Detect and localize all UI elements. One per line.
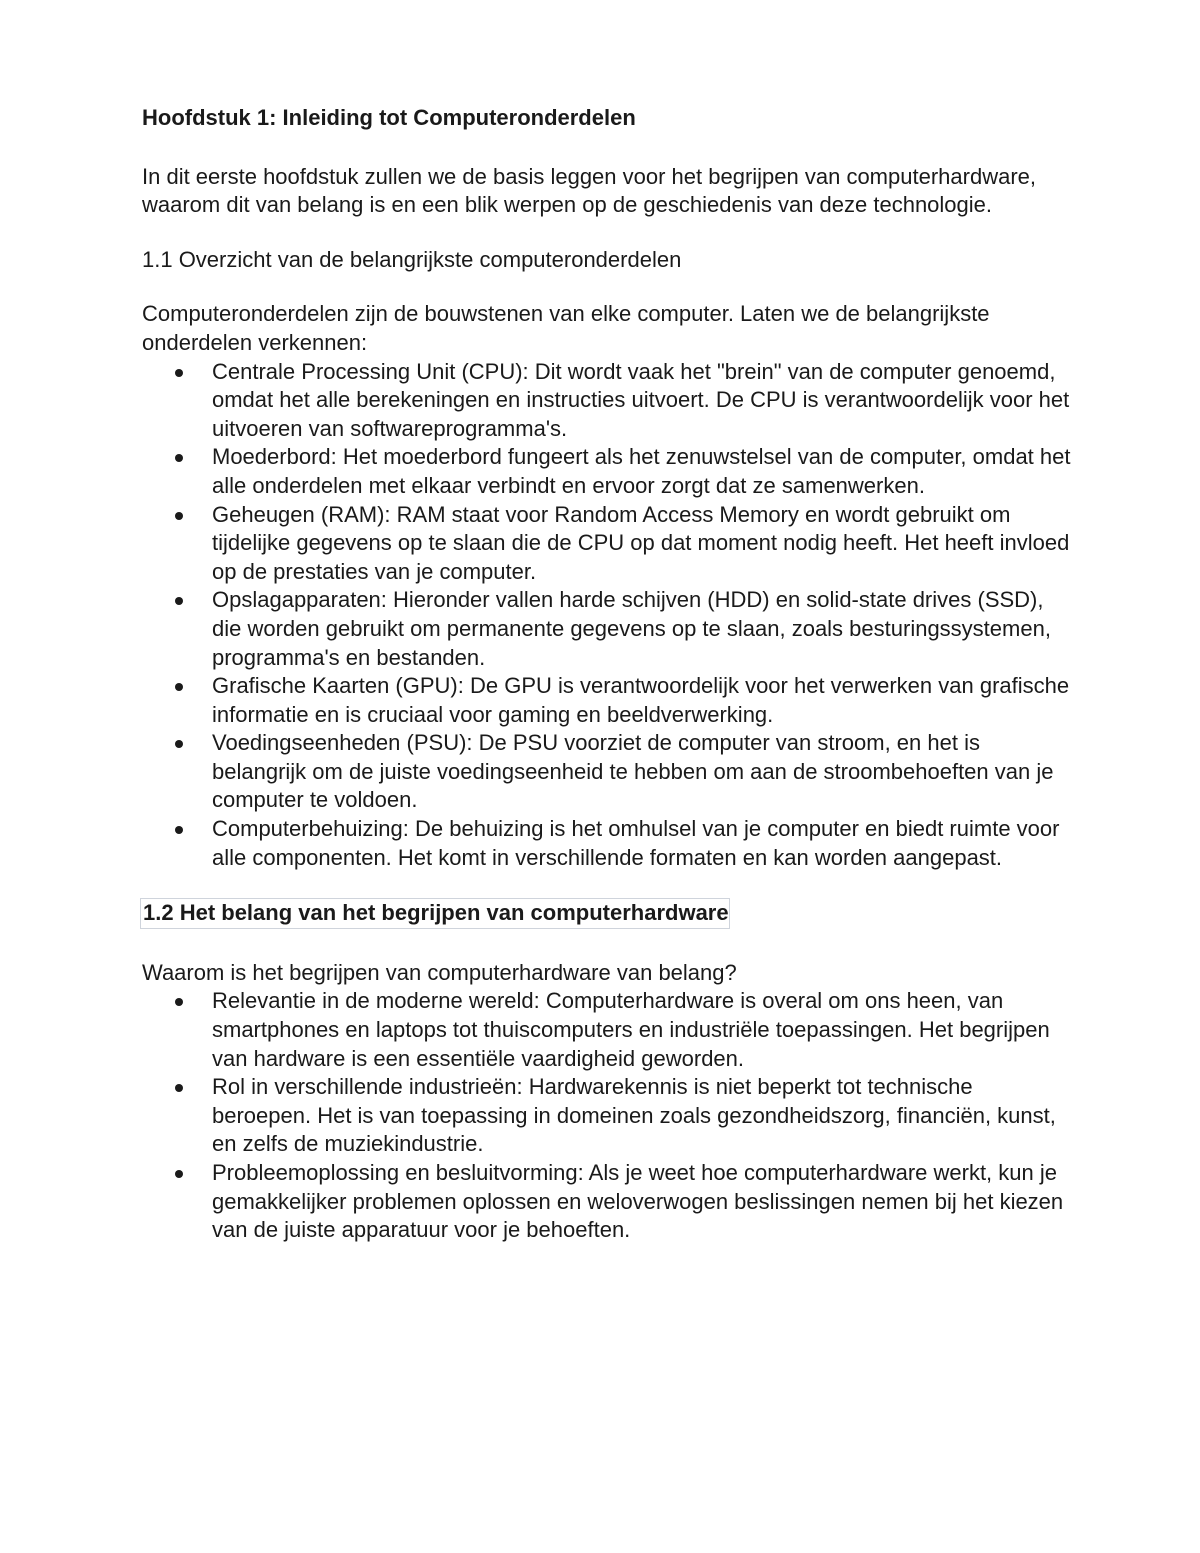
list-item-text: Centrale Processing Unit (CPU): Dit wordt vaak het "brein" van de computer genoemd, omdat het alle berekeningen en instructies uitvoert. De CPU is verantwoordelijk voor het uitvoeren van softwareprogramma's. xyxy=(212,358,1070,441)
list-item-text: Geheugen (RAM): RAM staat voor Random Access Memory en wordt gebruikt om tijdelijke gegevens op te slaan die de CPU op dat moment nodig heeft. Het heeft invloed op de prestaties van je computer. xyxy=(212,501,1070,584)
bullet-icon xyxy=(175,998,183,1006)
bullet-icon xyxy=(175,1170,183,1178)
bullet-icon xyxy=(175,683,183,691)
list-item xyxy=(142,729,1072,815)
section-1-1-list xyxy=(142,358,1072,873)
bullet-icon xyxy=(175,1084,183,1092)
section-1-2-list xyxy=(142,987,1072,1244)
list-item xyxy=(142,987,1072,1073)
chapter-title: Hoofdstuk 1: Inleiding tot Computeronderdelen xyxy=(142,105,636,130)
list-item-text: Moederbord: Het moederbord fungeert als het zenuwstelsel van de computer, omdat het alle onderdelen met elkaar verbindt en ervoor zorgt dat ze samenwerken. xyxy=(212,444,1071,498)
list-item-text: Probleemoplossing en besluitvorming: Als je weet hoe computerhardware werkt, kun je gemakkelijker problemen oplossen en weloverwogen beslissingen nemen bij het kiezen van de juiste apparatuur voor je behoeften. xyxy=(212,1160,1064,1243)
bullet-icon xyxy=(175,454,183,462)
section-1-2-heading[interactable]: 1.2 Het belang van het begrijpen van computerhardware xyxy=(140,898,730,929)
list-item-text: Voedingseenheden (PSU): De PSU voorziet de computer van stroom, en het is belangrijk om de juiste voedingseenheid te hebben om aan de stroombehoeften van je computer te voldoen. xyxy=(212,730,1054,813)
list-item xyxy=(142,501,1072,587)
list-item xyxy=(142,443,1072,500)
list-item xyxy=(142,815,1072,872)
list-item xyxy=(142,1159,1072,1245)
list-item-text: Rol in verschillende industrieën: Hardwarekennis is niet beperkt tot technische beroepen. Het is van toepassing in domeinen zoals gezondheidszorg, financiën, kunst, en zelfs de muziekindustrie. xyxy=(212,1074,1056,1157)
document-page xyxy=(142,104,1072,1271)
list-item-text: Opslagapparaten: Hieronder vallen harde schijven (HDD) en solid-state drives (SSD), die worden gebruikt om permanente gegevens op te slaan, zoals besturingssystemen, programma's en bestanden. xyxy=(212,587,1051,670)
bullet-icon xyxy=(175,826,183,834)
list-item-text: Grafische Kaarten (GPU): De GPU is verantwoordelijk voor het verwerken van grafische informatie en is cruciaal voor gaming en beeldverwerking. xyxy=(212,673,1070,727)
bullet-icon xyxy=(175,512,183,520)
intro-paragraph: In dit eerste hoofdstuk zullen we de basis leggen voor het begrijpen van computerhardware, waarom dit van belang is en een blik werpen op de geschiedenis van deze technologie. xyxy=(142,163,1036,218)
list-item xyxy=(142,1073,1072,1159)
bullet-icon xyxy=(175,597,183,605)
list-item xyxy=(142,672,1072,729)
section-1-2-intro: Waarom is het begrijpen van computerhardware van belang? xyxy=(142,959,737,985)
bullet-icon xyxy=(175,369,183,377)
list-item-text: Relevantie in de moderne wereld: Computerhardware is overal om ons heen, van smartphones en laptops tot thuiscomputers en industriële toepassingen. Het begrijpen van hardware is een essentiële vaardigheid geworden. xyxy=(212,988,1050,1071)
list-item xyxy=(142,586,1072,672)
section-1-1-heading: 1.1 Overzicht van de belangrijkste computeronderdelen xyxy=(142,246,682,272)
section-1-1-intro: Computeronderdelen zijn de bouwstenen van elke computer. Laten we de belangrijkste onderdelen verkennen: xyxy=(142,301,990,355)
list-item xyxy=(142,358,1072,444)
bullet-icon xyxy=(175,740,183,748)
list-item-text: Computerbehuizing: De behuizing is het omhulsel van je computer en biedt ruimte voor alle componenten. Het komt in verschillende formaten en kan worden aangepast. xyxy=(212,816,1060,870)
